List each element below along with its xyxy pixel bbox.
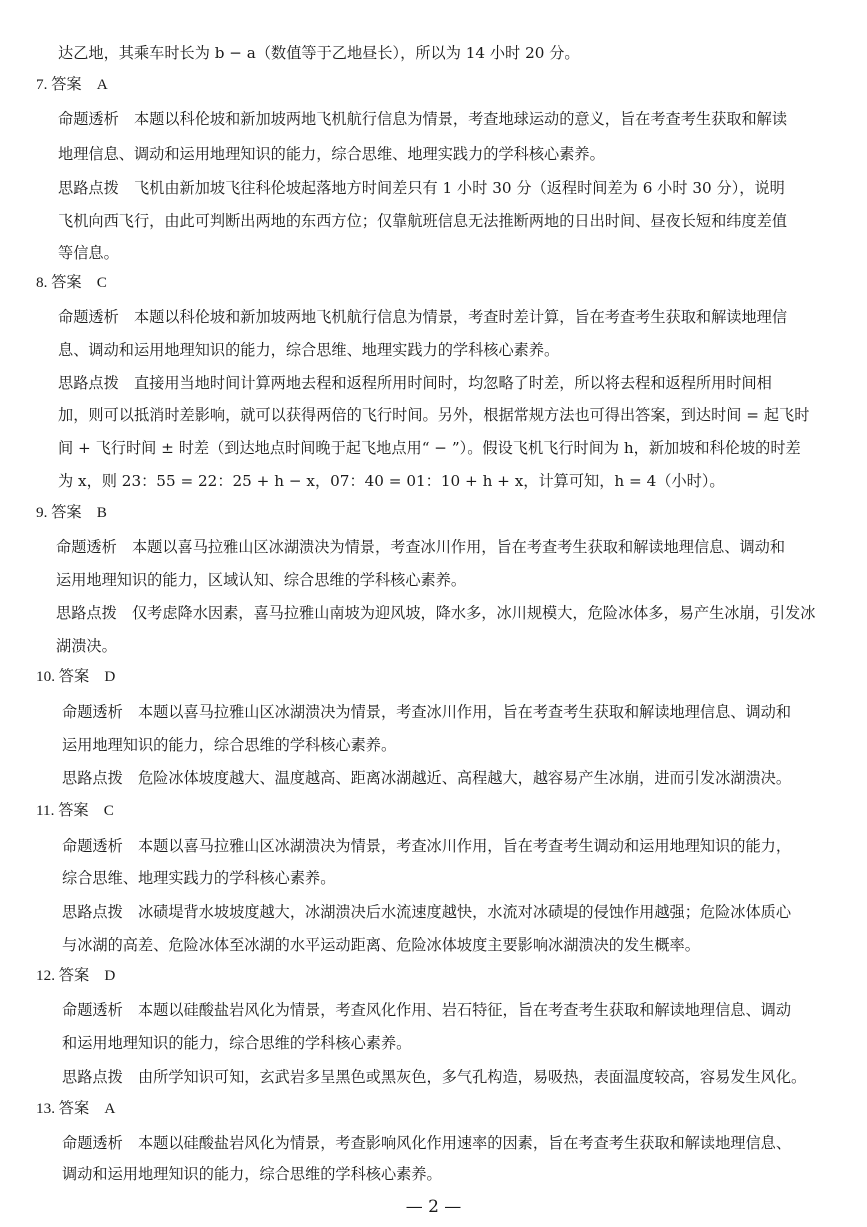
analysis-7: 命题透析 本题以科伦坡和新加坡两地飞机航行信息为情景，考查地球运动的意义，旨在考查考生获取和解读 [58,110,787,128]
analysis-11: 命题透析 本题以喜马拉雅山区冰湖溃决为情景，考查冰川作用，旨在考查考生调动和运用地理知识的能力， [62,837,791,855]
hint-8: 思路点拨 直接用当地时间计算两地去程和返程所用时间时，均忽略了时差，所以将去程和返程所用时间相 [58,374,772,392]
text-line: 息、调动和运用地理知识的能力，综合思维、地理实践力的学科核心素养。 [58,341,560,359]
answer-heading-9: 9. 答案 B [36,504,107,521]
text-line: 等信息。 [58,244,119,262]
text-line: 与冰湖的高差、危险冰体至冰湖的水平运动距离、危险冰体坡度主要影响冰湖溃决的发生概率。 [62,936,700,954]
text-line: 飞机向西飞行，由此可判断出两地的东西方位；仅靠航班信息无法推断两地的日出时间、昼夜长短和纬度差值 [58,212,787,230]
text-line: 地理信息、调动和运用地理知识的能力，综合思维、地理实践力的学科核心素养。 [58,145,605,163]
hint-11: 思路点拨 冰碛堤背水坡坡度越大，冰湖溃决后水流速度越快，水流对冰碛堤的侵蚀作用越强；危险冰体质心 [62,903,791,921]
page-number: — 2 — [405,1197,462,1217]
hint-9: 思路点拨 仅考虑降水因素，喜马拉雅山南坡为迎风坡，降水多，冰川规模大，危险冰体多，易产生冰崩，引发冰 [56,604,816,622]
hint-12: 思路点拨 由所学知识可知，玄武岩多呈黑色或黑灰色，多气孔构造，易吸热，表面温度较高，容易发生风化。 [62,1068,807,1086]
text-line: 为 x，则 23：55 = 22：25 + h − x，07：40 = 01：10 + h + x，计算可知，h = 4（小时）。 [58,472,725,490]
hint-7: 思路点拨 飞机由新加坡飞往科伦坡起落地方时间差只有 1 小时 30 分（返程时间差为 6 小时 30 分），说明 [58,179,785,197]
text-line: 综合思维、地理实践力的学科核心素养。 [62,869,336,887]
analysis-13: 命题透析 本题以硅酸盐岩风化为情景，考查影响风化作用速率的因素，旨在考查考生获取和解读地理信息、 [62,1134,791,1152]
analysis-10: 命题透析 本题以喜马拉雅山区冰湖溃决为情景，考查冰川作用，旨在考查考生获取和解读地理信息、调动和 [62,703,791,721]
answer-heading-11: 11. 答案 C [36,802,114,819]
hint-10: 思路点拨 危险冰体坡度越大、温度越高、距离冰湖越近、高程越大，越容易产生冰崩，进而引发冰湖溃决。 [62,769,791,787]
answer-heading-7: 7. 答案 A [36,76,108,93]
answer-heading-8: 8. 答案 C [36,274,107,291]
analysis-9: 命题透析 本题以喜马拉雅山区冰湖溃决为情景，考查冰川作用，旨在考查考生获取和解读地理信息、调动和 [56,538,785,556]
analysis-8: 命题透析 本题以科伦坡和新加坡两地飞机航行信息为情景，考查时差计算，旨在考查考生获取和解读地理信 [58,308,787,326]
answer-heading-12: 12. 答案 D [36,967,116,984]
text-line: 达乙地，其乘车时长为 b − a（数值等于乙地昼长），所以为 14 小时 20 分。 [58,44,580,62]
text-line: 运用地理知识的能力，区域认知、综合思维的学科核心素养。 [56,571,467,589]
answer-heading-13: 13. 答案 A [36,1100,116,1117]
text-line: 间 + 飞行时间 ± 时差（到达地点时间晚于起飞地点用“ − ”）。假设飞机飞行时间为 h，新加坡和科伦坡的时差 [58,439,801,457]
text-line: 调动和运用地理知识的能力，综合思维的学科核心素养。 [62,1165,442,1183]
analysis-12: 命题透析 本题以硅酸盐岩风化为情景，考查风化作用、岩石特征，旨在考查考生获取和解读地理信息、调动 [62,1001,791,1019]
text-line: 运用地理知识的能力，综合思维的学科核心素养。 [62,736,397,754]
text-line: 和运用地理知识的能力，综合思维的学科核心素养。 [62,1034,412,1052]
text-line: 加，则可以抵消时差影响，就可以获得两倍的飞行时间。另外，根据常规方法也可得出答案，到达时间 = 起飞时 [58,406,810,424]
text-line: 湖溃决。 [56,637,117,655]
answer-heading-10: 10. 答案 D [36,668,116,685]
